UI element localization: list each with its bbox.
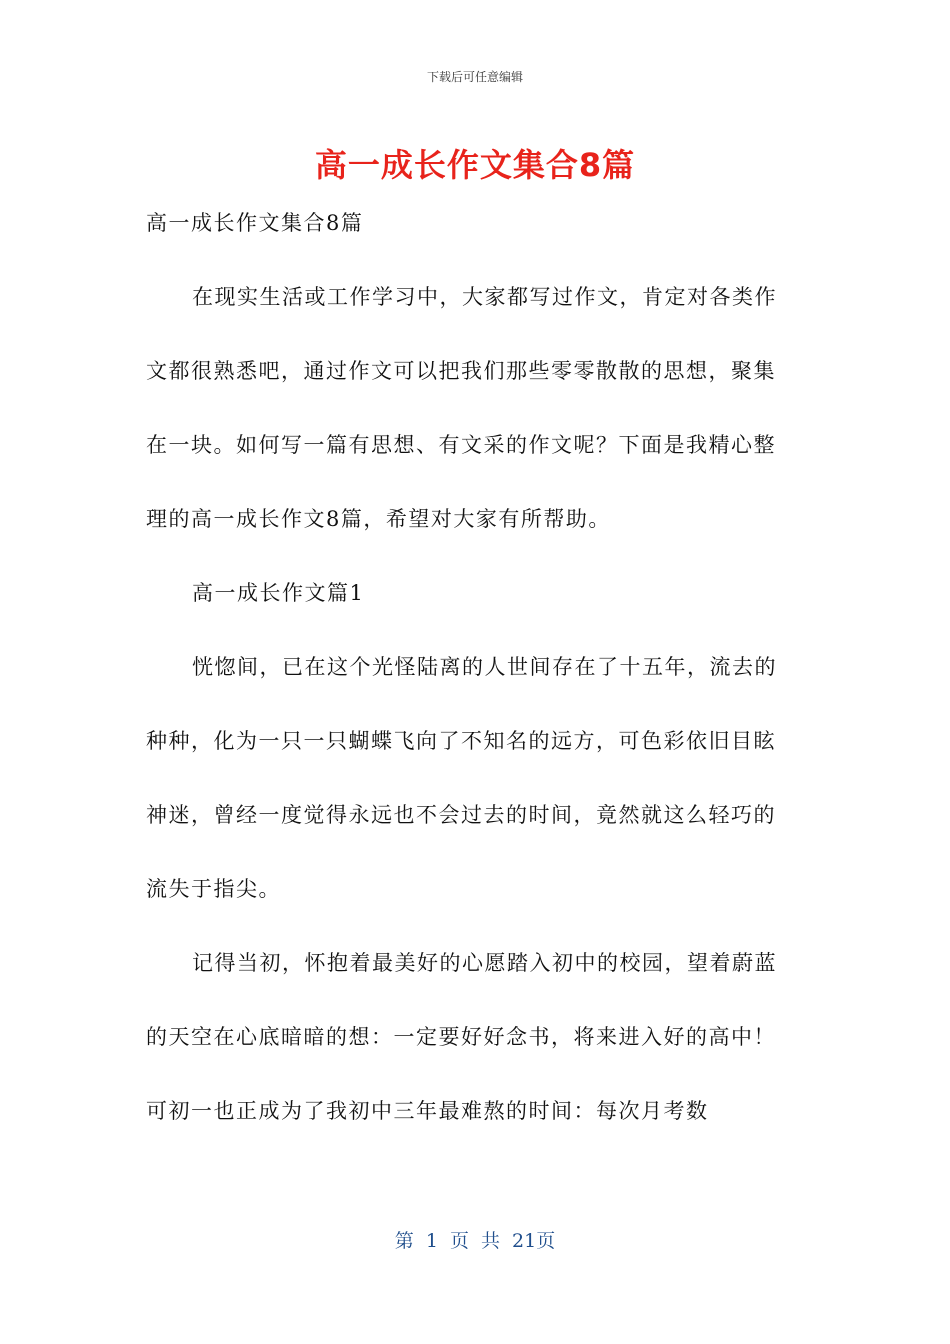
body-paragraph-2: 记得当初，怀抱着最美好的心愿踏入初中的校园，望着蔚蓝的天空在心底暗暗的想：一定要好好念书，将来进入好的高中！可初一也正成为了我初中三年最难熬的时间：每次月考数 [146, 951, 777, 1123]
document-subtitle [146, 186, 796, 260]
page-indicator: 第 1 页 共 21页 [394, 1230, 556, 1252]
section-heading: 高一成长作文篇1 [192, 581, 365, 605]
body-paragraph-1: 恍惚间，已在这个光怪陆离的人世间存在了十五年，流去的种种，化为一只一只蝴蝶飞向了不知名的远方，可色彩依旧目眩神迷，曾经一度觉得永远也不会过去的时间，竟然就这么轻巧的流失于指尖。 [146, 655, 777, 901]
subtitle-text: 高一成长作文集合8篇 [146, 211, 364, 235]
intro-block [146, 260, 796, 1148]
intro-paragraph: 在现实生活或工作学习中，大家都写过作文，肯定对各类作文都很熟悉吧，通过作文可以把我们那些零零散散的思想，聚集在一块。如何写一篇有思想、有文采的作文呢？下面是我精心整理的高一成长作文8篇，希望对大家有所帮助。 [146, 285, 777, 531]
header-note: 下载后可任意编辑 [426, 70, 523, 84]
document-title: 高一成长作文集合8篇 [314, 146, 636, 184]
